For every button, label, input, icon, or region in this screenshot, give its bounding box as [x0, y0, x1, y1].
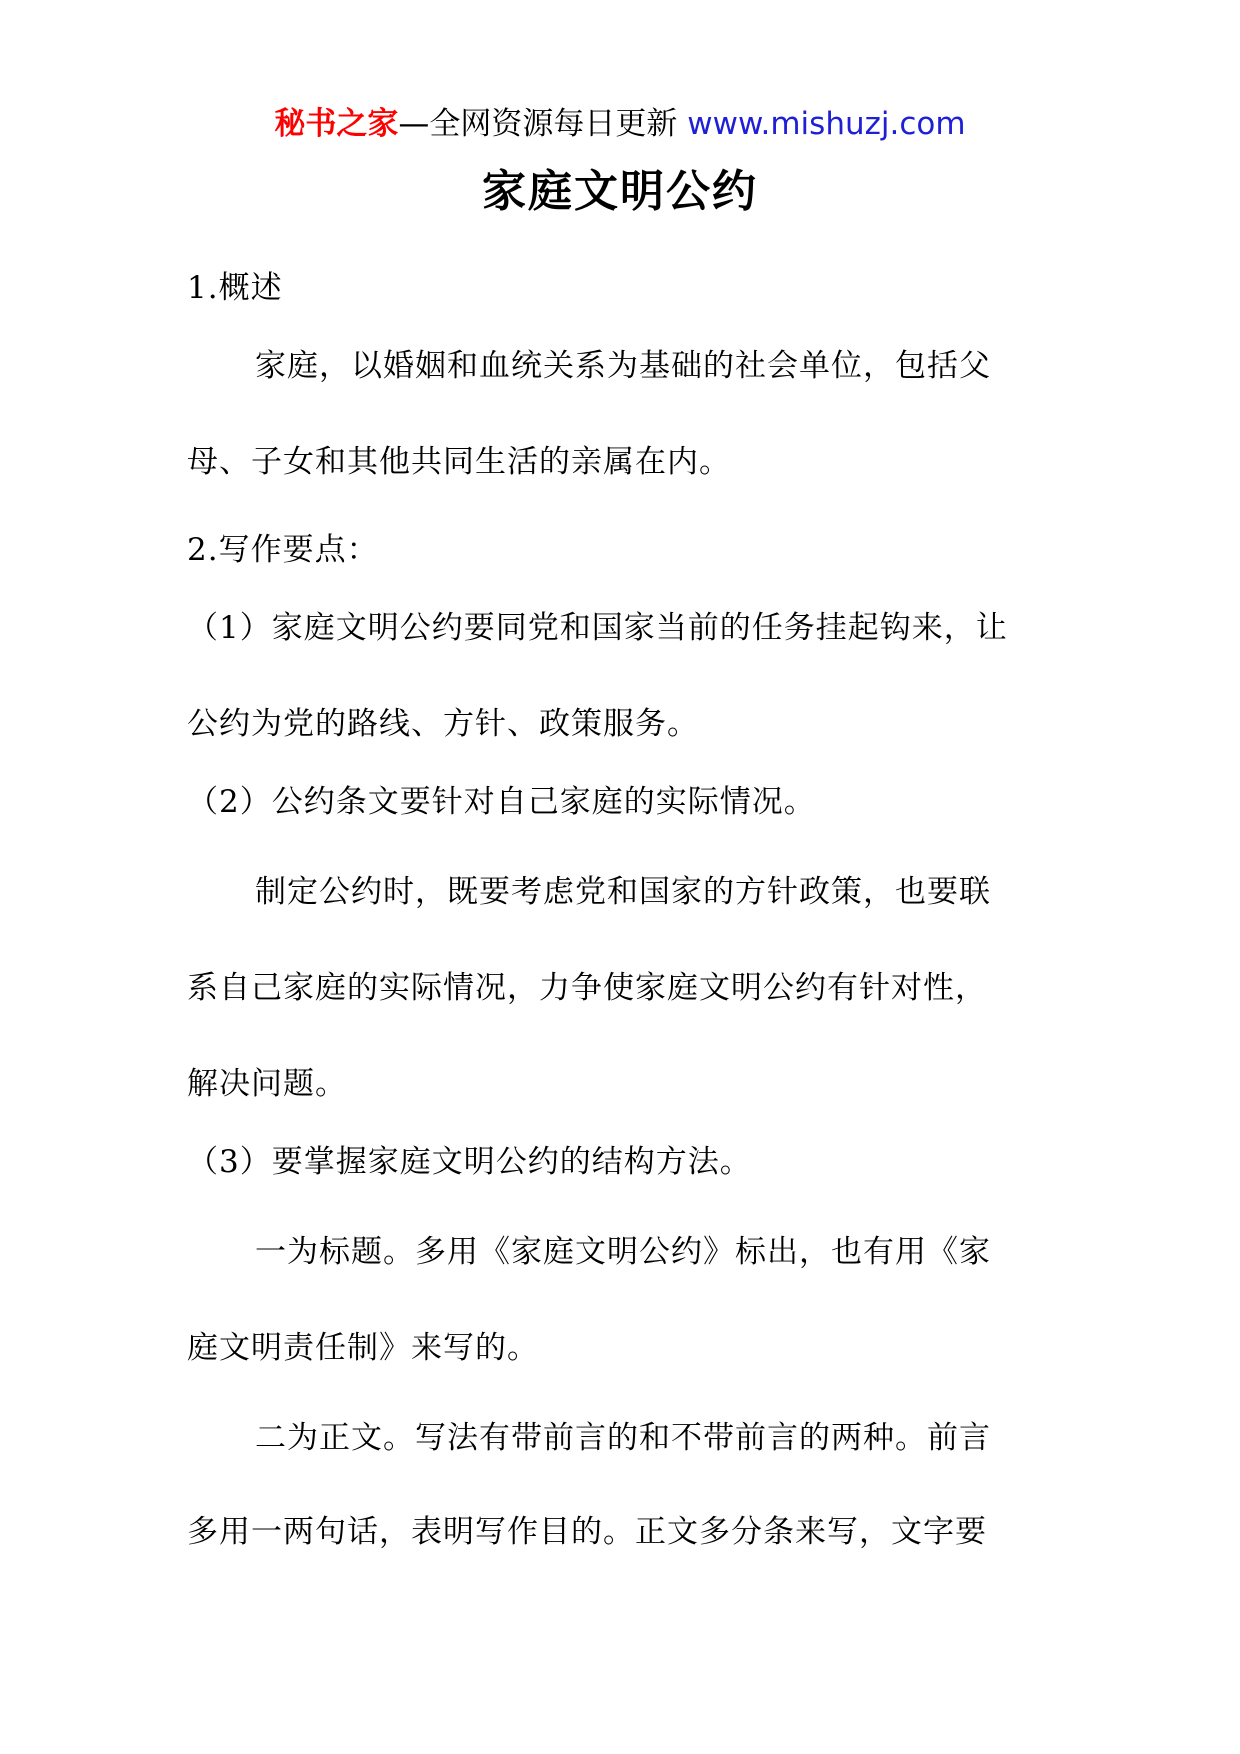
point-line: （1）家庭文明公约要同党和国家当前的任务挂起钩来，让: [187, 610, 1008, 646]
point-line: （2）公约条文要针对自己家庭的实际情况。: [187, 784, 816, 820]
paragraph-line: 系自己家庭的实际情况，力争使家庭文明公约有针对性，: [187, 970, 987, 1006]
site-tagline: —全网资源每日更新: [398, 106, 678, 142]
paragraph-line: 母、子女和其他共同生活的亲属在内。: [187, 444, 731, 480]
section-heading-overview: 1.概述: [187, 270, 283, 306]
point-line: （3）要掌握家庭文明公约的结构方法。: [187, 1144, 752, 1180]
paragraph-line: 家庭，以婚姻和血统关系为基础的社会单位，包括父: [255, 348, 991, 384]
document-title: 家庭文明公约: [482, 166, 758, 217]
paragraph-line: 制定公约时，既要考虑党和国家的方针政策，也要联: [255, 874, 991, 910]
paragraph-line: 庭文明责任制》来写的。: [187, 1330, 539, 1366]
section-heading-writing-points: 2.写作要点：: [187, 532, 379, 568]
paragraph-line: 解决问题。: [187, 1066, 347, 1102]
paragraph-line: 二为正文。写法有带前言的和不带前言的两种。前言: [255, 1420, 991, 1456]
paragraph-line: 多用一两句话，表明写作目的。正文多分条来写，文字要: [187, 1514, 987, 1550]
site-url-link[interactable]: www.mishuzj.com: [687, 106, 966, 142]
site-brand: 秘书之家: [274, 106, 399, 142]
point-line: 公约为党的路线、方针、政策服务。: [187, 706, 699, 742]
paragraph-line: 一为标题。多用《家庭文明公约》标出，也有用《家: [255, 1234, 991, 1270]
site-header: [0, 102, 1240, 146]
